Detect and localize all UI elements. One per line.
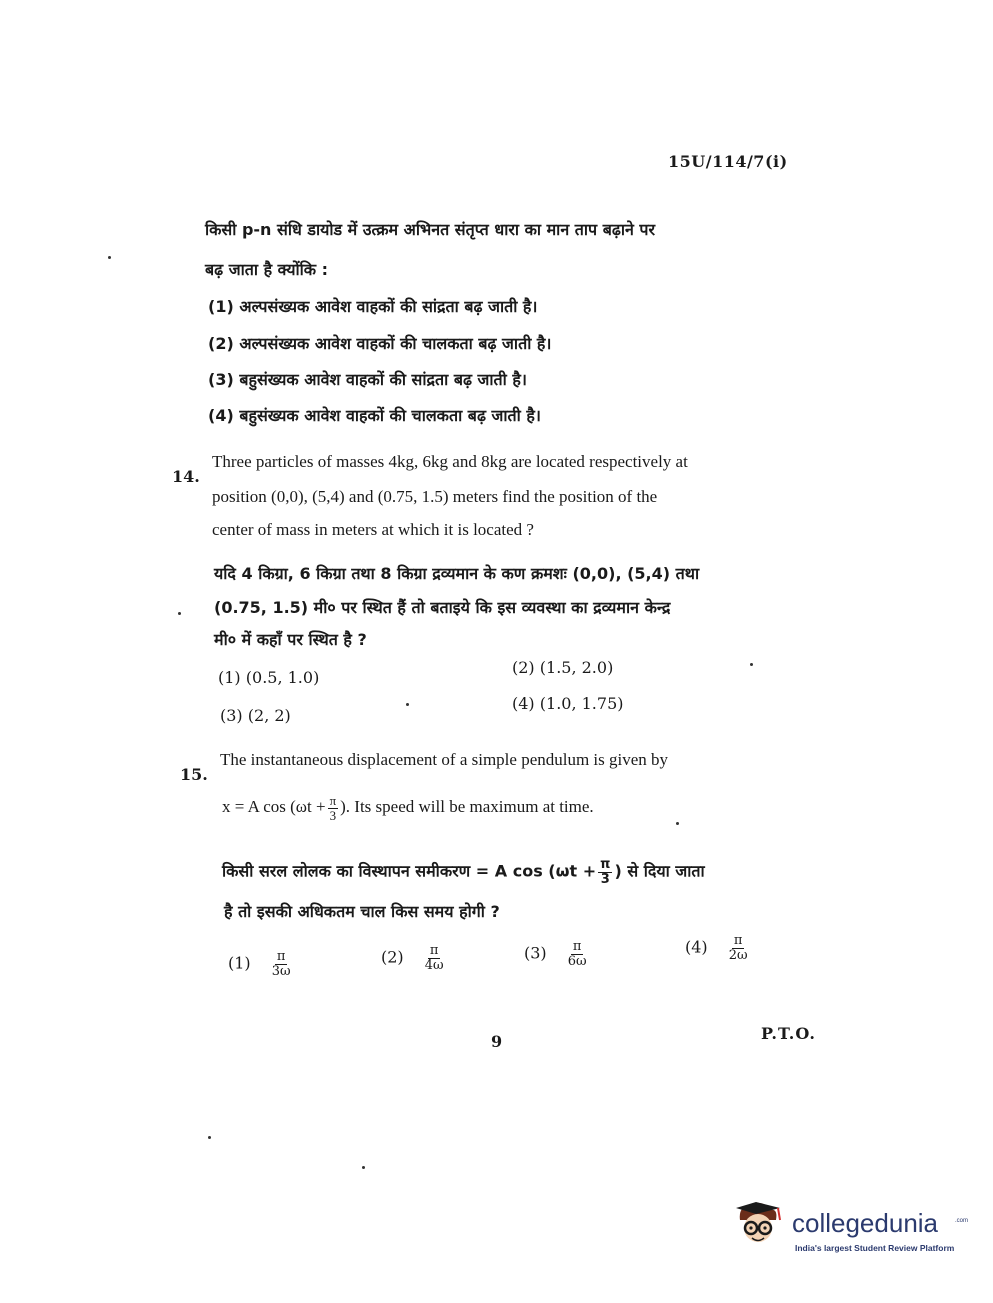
option-fraction xyxy=(423,944,446,972)
scan-speck xyxy=(178,612,181,615)
q14-english-line1: Three particles of masses 4kg, 6kg and 8kg are located respectively at xyxy=(212,452,688,471)
fraction-denominator: 4ω xyxy=(424,957,444,973)
hindi-equation-prefix: किसी सरल लोलक का विस्थापन समीकरण = A cos (ωt + xyxy=(222,861,597,881)
q15-option-3 xyxy=(524,940,591,968)
option-fraction xyxy=(727,934,750,962)
scan-speck xyxy=(208,1136,211,1139)
fraction-denominator: 6ω xyxy=(567,953,587,969)
option-text: (2, 2) xyxy=(247,706,291,725)
q14-option-1 xyxy=(218,668,319,687)
q14-option-4 xyxy=(512,694,624,713)
fraction-denominator: 3ω xyxy=(271,963,291,979)
q13-option-3 xyxy=(208,368,527,390)
fraction-denominator: 3 xyxy=(600,871,610,887)
q15-option-1 xyxy=(228,950,295,978)
q14-english-line2: position (0,0), (5,4) and (0.75, 1.5) meters find the position of the xyxy=(212,487,658,506)
q13-option-1 xyxy=(208,295,538,317)
option-text: अल्पसंख्यक आवेश वाहकों की चालकता बढ़ जाती है। xyxy=(239,334,552,353)
fraction-numerator: π xyxy=(572,939,582,954)
q13-hindi-line1: किसी p-n संधि डायोड में उत्क्रम अभिनत संतृप्त धारा का मान ताप बढ़ाने पर xyxy=(205,220,656,239)
option-number: (3) xyxy=(220,706,243,725)
fraction-denominator: 2ω xyxy=(728,947,748,963)
fraction-numerator: π xyxy=(329,793,337,808)
option-fraction xyxy=(566,940,589,968)
q15-hindi-line2: है तो इसकी अधिकतम चाल किस समय होगी ? xyxy=(224,902,500,921)
pto-label: P.T.O. xyxy=(761,1024,816,1043)
option-text: बहुसंख्यक आवेश वाहकों की सांद्रता बढ़ जाती है। xyxy=(239,370,527,389)
option-number: (1) xyxy=(228,953,251,973)
hindi-equation-suffix: ) से दिया जाता xyxy=(614,861,705,881)
equation-suffix: ). Its speed will be maximum at time. xyxy=(340,797,594,817)
collegedunia-mascot-icon xyxy=(734,1198,790,1258)
fraction-numerator: π xyxy=(600,857,611,872)
option-number: (3) xyxy=(524,943,547,963)
q14-hindi-line3: मी० में कहाँ पर स्थित है ? xyxy=(214,630,367,649)
page-number: 9 xyxy=(491,1032,503,1051)
q15-english-equation xyxy=(222,794,594,822)
collegedunia-logo-text: collegedunia xyxy=(792,1208,939,1238)
option-text: अल्पसंख्यक आवेश वाहकों की सांद्रता बढ़ जाती है। xyxy=(239,297,538,316)
q15-option-4 xyxy=(685,934,752,962)
option-number: (1) xyxy=(218,668,241,687)
fraction-numerator: π xyxy=(429,943,439,958)
q13-option-4 xyxy=(208,404,541,426)
q15-english-line1: The instantaneous displacement of a simple pendulum is given by xyxy=(220,750,669,769)
option-number: (2) xyxy=(208,334,234,353)
option-number: (1) xyxy=(208,297,234,316)
option-number: (2) xyxy=(512,658,535,677)
q15-number: 15. xyxy=(180,765,208,784)
scan-speck xyxy=(406,703,409,706)
scan-speck xyxy=(676,822,679,825)
collegedunia-tagline: India's largest Student Review Platform xyxy=(795,1243,955,1253)
scan-speck xyxy=(362,1166,365,1169)
option-number: (3) xyxy=(208,370,234,389)
paper-code: 15U/114/7(i) xyxy=(668,152,788,171)
q15-option-2 xyxy=(381,944,448,972)
fraction-denominator: 3 xyxy=(329,807,337,823)
option-number: (4) xyxy=(685,937,708,957)
option-text: (1.5, 2.0) xyxy=(539,658,614,677)
q14-hindi-line2: (0.75, 1.5) मी० पर स्थित हैं तो बताइये कि इस व्यवस्था का द्रव्यमान केन्द्र xyxy=(214,598,671,617)
option-number: (4) xyxy=(512,694,535,713)
q14-number: 14. xyxy=(172,467,200,486)
pi-over-three-fraction xyxy=(598,858,612,886)
q13-hindi-line2: बढ़ जाता है क्योंकि : xyxy=(205,260,329,279)
pi-over-three-fraction xyxy=(328,794,339,822)
collegedunia-logo-suffix: .com xyxy=(955,1218,969,1224)
q14-hindi-line1: यदि 4 किग्रा, 6 किग्रा तथा 8 किग्रा द्रव्यमान के कण क्रमशः (0,0), (5,4) तथा xyxy=(214,564,700,583)
option-number: (2) xyxy=(381,947,404,967)
scan-speck xyxy=(750,663,753,666)
option-fraction xyxy=(270,950,293,978)
fraction-numerator: π xyxy=(276,949,286,964)
option-number: (4) xyxy=(208,406,234,425)
q13-option-2 xyxy=(208,332,551,354)
equation-prefix: x = A cos (ωt + xyxy=(222,797,326,817)
option-text: (0.5, 1.0) xyxy=(245,668,320,687)
q14-option-2 xyxy=(512,658,613,677)
q14-option-3 xyxy=(220,706,291,725)
fraction-numerator: π xyxy=(733,933,743,948)
q14-english-line3: center of mass in meters at which it is located ? xyxy=(212,520,534,539)
scan-speck xyxy=(108,256,111,259)
q15-hindi-line1 xyxy=(222,858,705,886)
option-text: (1.0, 1.75) xyxy=(539,694,624,713)
option-text: बहुसंख्यक आवेश वाहकों की चालकता बढ़ जाती है। xyxy=(239,406,541,425)
